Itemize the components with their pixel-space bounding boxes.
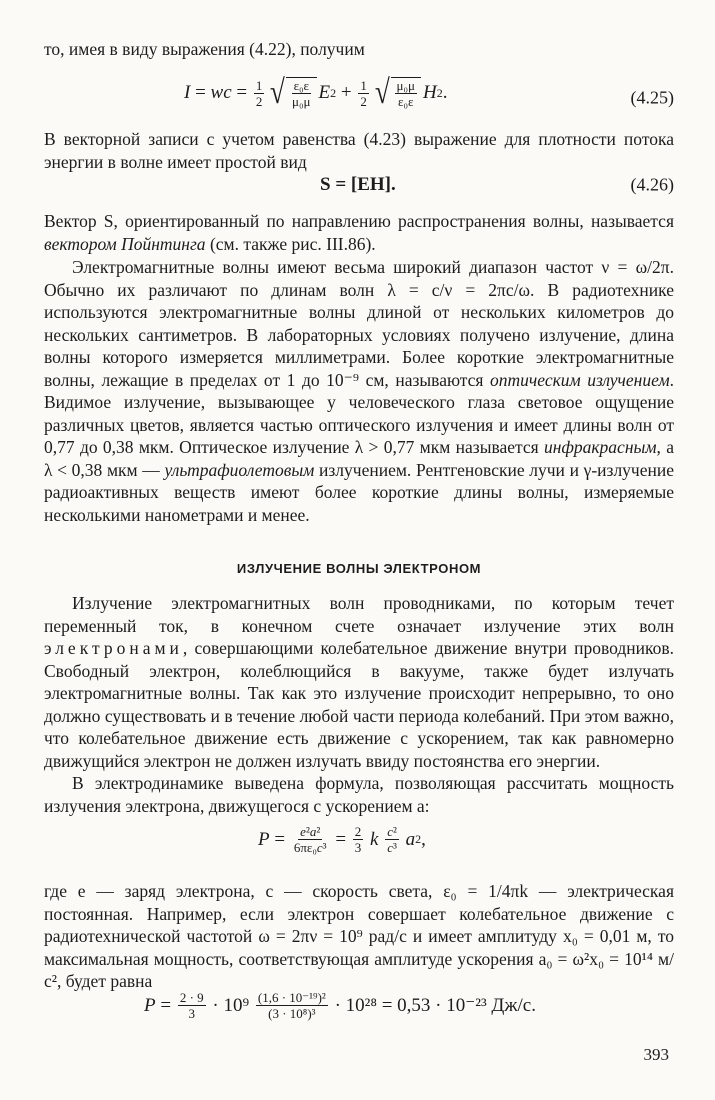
paragraph-poynting: Вектор S, ориентированный по направлению распространения волны, называется вектором Пойнтинга (см. также рис. III.86).: [44, 211, 674, 254]
equation-result: = 0,53 · 10⁻²³ Дж/с.: [381, 995, 536, 1016]
paragraph-vector-form: В векторной записи с учетом равенства (4.23) выражение для плотности потока энергии в волне имеет простой вид: [44, 129, 674, 172]
equation-4-26: [44, 168, 674, 202]
equation-numeric: P = $\frac{2 \cdot 9}{3}$ · 10⁹ $\frac{\text{(1,6 · 10⁻¹⁹)²}}{\text{(3 · 10⁸)³}}$ · 10²⁸ = 0,53 · 10⁻²³ Дж/с.: [144, 990, 536, 1021]
page-number: 393: [643, 1045, 669, 1064]
paragraph-power-formula: В электродинамике выведена формула, позволяющая рассчитать мощность излучения электрона, движущегося с ускорением a:: [44, 773, 674, 816]
equation-number: (4.26): [630, 174, 674, 195]
equation-number: (4.25): [630, 87, 674, 108]
paragraph-intro: то, имея в виду выражения (4.22), получим: [44, 39, 365, 59]
paragraph-spectrum: Электромагнитные волны имеют весьма широкий диапазон частот ν = ω/2π. Обычно их различают по длинам волн λ = c/ν = 2πc/ω. В радиотехнике используются электромагнитные волны длиной от нескольких километров до нескольких сантиметров. В лабораторных условиях получено излучение, длина волны которого измеряется миллиметрами. Более короткие электромагнитные волны, лежащие в пределах от 1 до 10⁻⁹ см, называются оптическим излучением. Видимое излучение, вызывающее у человеческого глаза световое ощущение различных цветов, является частью оптического излучения и имеет длины волн от 0,77 до 0,38 мкм. Оптическое излучение λ > 0,77 мкм называется инфракрасным, а λ < 0,38 мкм — ультрафиолетовым излучением. Рентгеновские лучи и γ-излучение радиоактивных веществ имеют более короткие длины волны, измеряемые несколькими нанометрами и менее.: [44, 257, 674, 525]
equation-larmor: P = $\frac{\text{e²a²}}{\text{6πε₀c³}}$ = $\frac{2}{3}$ k $\frac{\text{c²}}{\text{c³}}$ a 2 ,: [258, 824, 426, 855]
paragraph-electron-radiation: Излучение электромагнитных волн проводниками, по которым течет переменный ток, в конечном счете означает излучение этих волн электронами, совершающими колебательное движение внутри проводников. Свободный электрон, колеблющийся в вакууме, также будет излучать электромагнитные волны. Так как это излучение происходит непрерывно, то оно должно существовать и в течение любой части периода колебаний. При этом важно, что колебательное движение есть движение с ускорением, так как равномерно движущийся электрон не должен излучать ввиду постоянства его энергии.: [44, 593, 674, 771]
equation-4-25: I = wc = $\frac{1}{2}$ √ $\frac{\text{ε₀ε}}{\text{μ₀μ}}$ E 2 + $\frac{1}{2}$ √ $\frac{\text{μ₀μ}}{\text{ε₀ε}}$ H 2 . (4.25): [184, 74, 674, 111]
section-heading: ИЗЛУЧЕНИЕ ВОЛНЫ ЭЛЕКТРОНОМ: [236, 561, 482, 576]
paragraph-example: где e — заряд электрона, c — скорость света, ε₀ = 1/4πk — электрическая постоянная. Например, если электрон совершает колебательное движение с радиотехнической частотой ω = 2πν = 10⁹ рад/с и имеет амплитуду x₀ = 0,01 м, то максимальная мощность, соответствующая амплитуде ускорения a₀ = ω²x₀ = 10¹⁴ м/с², будет равна: [44, 881, 674, 991]
equation-text: S = [EH].: [320, 174, 396, 195]
